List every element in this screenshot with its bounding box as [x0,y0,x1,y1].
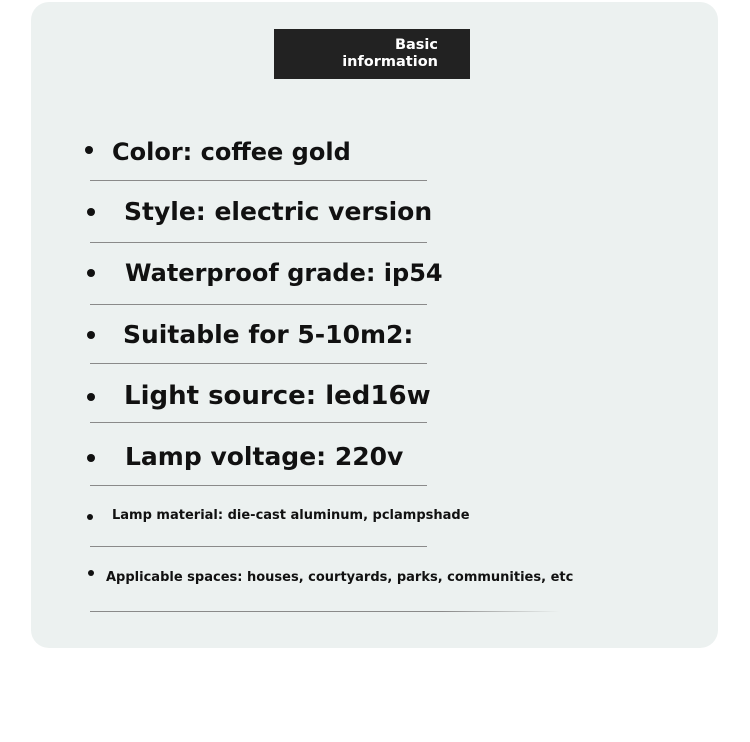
divider [90,611,560,612]
bullet-icon [88,570,94,576]
divider [90,422,427,423]
bullet-icon [87,454,95,462]
spec-suitable-area: Suitable for 5-10m2: [123,320,414,349]
divider [90,304,427,305]
divider [90,485,427,486]
spec-waterproof: Waterproof grade: ip54 [125,259,443,287]
divider [90,546,427,547]
bullet-icon [85,146,93,154]
divider [90,363,427,364]
bullet-icon [87,208,95,216]
spec-material: Lamp material: die-cast aluminum, pclampshade [112,508,470,523]
bullet-icon [87,514,93,520]
section-header [274,29,470,79]
spec-style: Style: electric version [124,197,433,226]
bullet-icon [87,331,95,339]
spec-color: Color: coffee gold [112,138,351,166]
divider [90,242,427,243]
divider [90,180,427,181]
spec-applicable-spaces: Applicable spaces: houses, courtyards, parks, communities, etc [106,570,574,585]
spec-light-source: Light source: led16w [124,381,431,411]
header-line-2: information [342,54,438,70]
spec-voltage: Lamp voltage: 220v [125,442,404,471]
bullet-icon [87,393,95,401]
bullet-icon [87,269,95,277]
header-line-1: Basic [394,37,438,53]
